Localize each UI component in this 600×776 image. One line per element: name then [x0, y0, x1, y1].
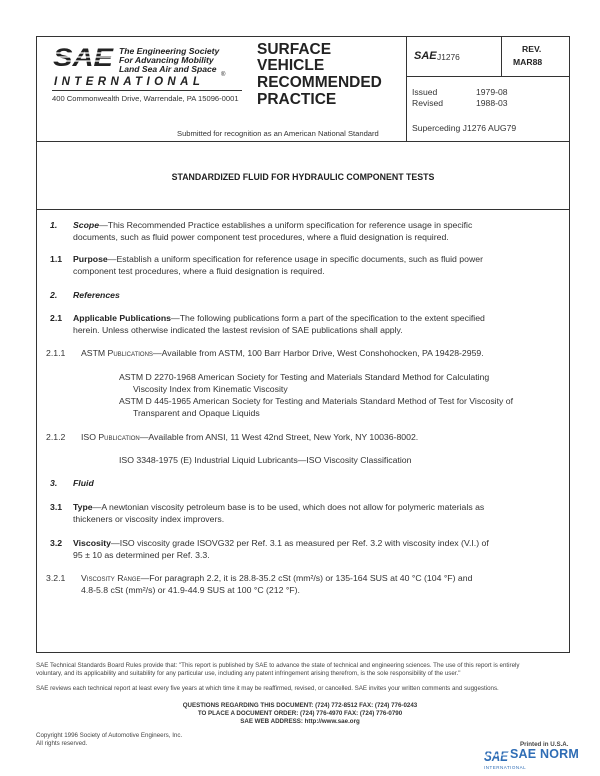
section-3-1-num: 3.1 [50, 502, 63, 512]
section-1-text-2: documents, such as fluid power component test procedures, where a fluid designation is required. [73, 232, 449, 242]
section-3-2-1-text-2: 4.8-5.8 cSt (mm²/s) or 41.9-44.9 SUS at 100 °C (212 °F). [81, 585, 300, 595]
section-2-1-2-heading: ISO Publication [81, 432, 140, 442]
submitted-note: Submitted for recognition as an American National Standard [177, 129, 379, 138]
section-2-1-line-1 [73, 313, 485, 325]
notice-1-line-1: SAE Technical Standards Board Rules provide that: "This report is published by SAE to advance the state of technical and engineering sciences. The use of this report is entirely [36, 662, 520, 669]
copyright-line-2: All rights reserved. [36, 740, 88, 747]
header-col-divider [406, 36, 407, 142]
section-3-heading: Fluid [73, 478, 94, 488]
watermark-sub: INTERNATIONAL [484, 765, 527, 770]
logo-underline [52, 90, 242, 91]
section-2-1-2-line [81, 432, 418, 444]
doc-type-line-1: SURFACE [257, 41, 332, 58]
section-1-1-text-1: —Establish a uniform specification for reference usage in specific documents, such as fluid power [107, 254, 483, 264]
section-3-2-heading: Viscosity [73, 538, 111, 548]
web-address-line: SAE WEB ADDRESS: http://www.sae.org [240, 718, 360, 725]
questions-line: QUESTIONS REGARDING THIS DOCUMENT: (724) 772-8512 FAX: (724) 776-0243 [182, 702, 418, 709]
header-divider [36, 141, 570, 142]
section-3-1-heading: Type [73, 502, 93, 512]
address: 400 Commonwealth Drive, Warrendale, PA 15096-0001 [52, 94, 239, 103]
section-2-heading: References [73, 290, 120, 300]
section-3-1-line-1 [73, 502, 484, 514]
section-3-2-text-1: —ISO viscosity grade ISOVG32 per Ref. 3.1 as measured per Ref. 3.2 with viscosity index (V.I.) of [111, 538, 489, 548]
section-2-num: 2. [50, 290, 58, 300]
rev-label: REV. [522, 44, 542, 54]
international-wordmark: INTERNATIONAL [54, 76, 205, 88]
issued-label: Issued [412, 87, 438, 97]
section-3-2-text-2: 95 ± 10 as determined per Ref. 3.3. [73, 550, 210, 560]
notice-2: SAE reviews each technical report at least every five years at which time it may be reaffirmed, revised, or cancelled. SAE invites your written comments and suggestions. [36, 685, 499, 692]
section-3-2-1-text-1: —For paragraph 2.2, it is 28.8-35.2 cSt (mm²/s) or 135-164 SUS at 40 °C (104 °F) and [140, 573, 473, 583]
section-3-num: 3. [50, 478, 58, 488]
sae-logo [52, 44, 118, 72]
section-2-1-2-text: —Available from ANSI, 11 West 42nd Street, New York, NY 10036-8002. [139, 432, 419, 442]
section-2-1-text-2: herein. Unless otherwise indicated the lastest revision of SAE publications shall apply. [73, 325, 403, 335]
superseding: Superceding J1276 AUG79 [412, 123, 517, 133]
society-line-3: Land Sea Air and Space [119, 64, 217, 74]
section-3-2-1-heading: Viscosity Range [81, 573, 141, 583]
section-2-1-2-num: 2.1.2 [46, 432, 66, 442]
section-3-1-text-1: —A newtonian viscosity petroleum base is to be used, which does not allow for polymeric materials as [92, 502, 485, 512]
section-1-text-1: —This Recommended Practice establishes a uniform specification for reference usage in specific [99, 220, 473, 230]
astm-d2270-line-1: ASTM D 2270-1968 American Society for Testing and Materials Standard Method for Calculating [119, 372, 490, 382]
sae-logo-graphic [52, 44, 118, 72]
section-1-1-text-2: component test procedures, where a fluid designation is required. [73, 266, 325, 276]
section-3-2-num: 3.2 [50, 538, 63, 548]
section-2-1-1-line [81, 348, 484, 360]
astm-d2270-line-2: Viscosity Index from Kinematic Viscosity [133, 384, 288, 394]
society-line-1: The Engineering Society [119, 46, 220, 56]
section-3-2-line-1 [73, 538, 489, 550]
section-3-2-1-line-1 [81, 573, 472, 585]
watermark-sae-logo [484, 744, 508, 764]
section-2-1-1-num: 2.1.1 [46, 348, 66, 358]
watermark-sae-text: SAE [484, 748, 509, 765]
section-2-1-num: 2.1 [50, 313, 63, 323]
section-1-1-num: 1.1 [50, 254, 63, 264]
section-2-1-1-text: —Available from ASTM, 100 Barr Harbor Drive, West Conshohocken, PA 19428-2959. [152, 348, 484, 358]
revised-label: Revised [412, 98, 444, 108]
sae-logo-text: SAE [53, 44, 115, 72]
doc-sae-logo: SAE [414, 50, 437, 62]
order-line: TO PLACE A DOCUMENT ORDER: (724) 776-4970 FAX: (724) 776-0790 [197, 710, 403, 717]
section-2-1-1-heading: ASTM Publications [81, 348, 153, 358]
section-3-1-text-2: thickeners or viscosity index improvers. [73, 514, 225, 524]
section-3-2-1-num: 3.2.1 [46, 573, 66, 583]
rev-row-divider [406, 76, 570, 77]
watermark-text: SAE NORM [510, 747, 579, 761]
section-2-1-heading: Applicable Publications [73, 313, 171, 323]
iso-3348: ISO 3348-1975 (E) Industrial Liquid Lubricants—ISO Viscosity Classification [119, 455, 412, 465]
title-divider [36, 209, 570, 210]
watermark-sae-graphic [484, 744, 508, 764]
section-1-1-heading: Purpose [73, 254, 108, 264]
rev-col-divider [501, 36, 502, 76]
revised-value: 1988-03 [476, 98, 508, 108]
notice-1-line-2: voluntary, and its applicability and suitability for any particular use, including any patent infringement arising therefrom, is the sole responsibility of the user." [36, 670, 461, 677]
copyright-line-1: Copyright 1996 Society of Automotive Engineers, Inc. [36, 732, 183, 739]
printed-in: Printed in U.S.A. [520, 741, 569, 748]
section-1-1-line-1 [73, 254, 483, 266]
doc-type-line-4: PRACTICE [257, 91, 337, 108]
astm-d445-line-2: Transparent and Opaque Liquids [133, 408, 260, 418]
section-2-1-text-1: —The following publications form a part of the specification to the extent specified [171, 313, 485, 323]
section-1-heading: Scope [73, 220, 100, 230]
section-1-num: 1. [50, 220, 58, 230]
registered-mark: ® [221, 72, 226, 78]
rev-value: MAR88 [513, 57, 543, 67]
section-1-number [50, 220, 57, 232]
issued-value: 1979-08 [476, 87, 508, 97]
doc-type-line-2: VEHICLE [257, 57, 325, 74]
doc-type-line-3: RECOMMENDED [257, 74, 382, 91]
doc-number: J1276 [437, 52, 460, 62]
section-1-line-1 [73, 220, 578, 232]
astm-d445-line-1: ASTM D 445-1965 American Society for Testing and Materials Standard Method of Test for Viscosity of [119, 396, 514, 406]
society-line-2: For Advancing Mobility [119, 55, 214, 65]
page-title: STANDARDIZED FLUID FOR HYDRAULIC COMPONENT TESTS [171, 172, 435, 182]
